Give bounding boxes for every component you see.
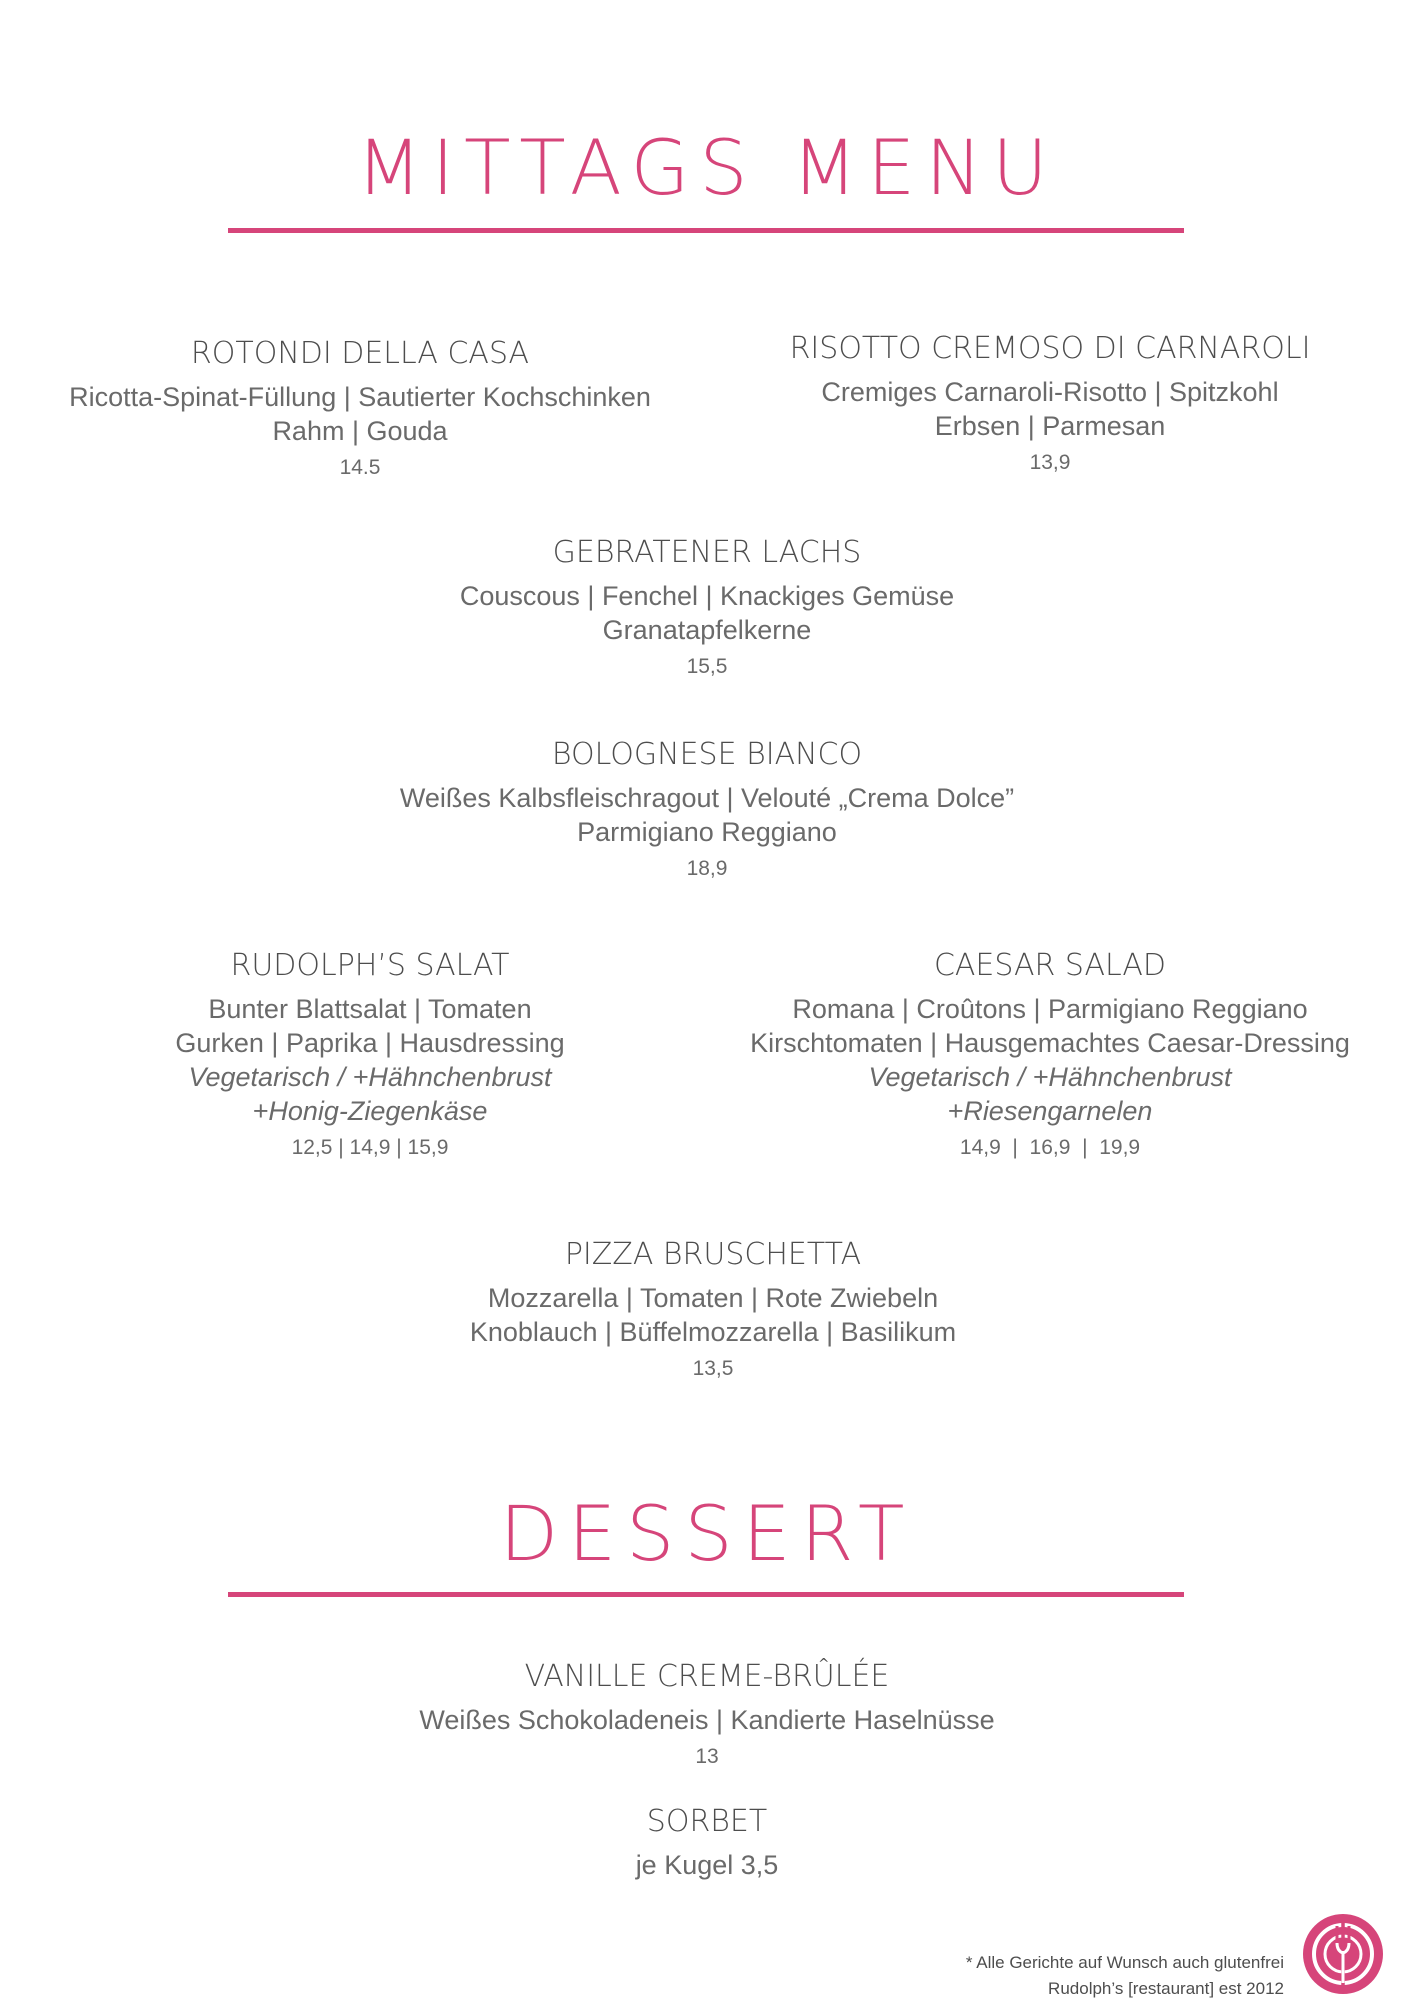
dessert-title-divider	[228, 1592, 1184, 1597]
dish-price: 15,5	[686, 655, 728, 678]
dish-lachs	[307, 533, 1107, 683]
dish-description-line: Knoblauch | Büffelmozzarella | Basilikum	[469, 1317, 957, 1347]
dish-description-line: Bunter Blattsalat | Tomaten	[208, 994, 532, 1024]
dish-price: 13,9	[1029, 451, 1071, 474]
dish-name: RISOTTO CREMOSO DI CARNAROLI	[789, 331, 1311, 366]
dish-description-line: Gurken | Paprika | Hausdressing	[175, 1028, 565, 1058]
dish-price: 13,5	[692, 1357, 734, 1380]
dish-price: 13	[695, 1745, 719, 1768]
dish-rudolphs-salat	[60, 946, 680, 1164]
dish-option-line: +Honig-Ziegenkäse	[252, 1096, 488, 1126]
dish-bolognese	[307, 735, 1107, 885]
dish-price: 12,5 | 14,9 | 15,9	[291, 1136, 449, 1159]
dish-name: GEBRATENER LACHS	[552, 535, 862, 570]
dish-description-line: Kirschtomaten | Hausgemachtes Caesar-Dressing	[750, 1028, 1350, 1058]
dish-pizza-bruschetta	[313, 1235, 1113, 1385]
fork-and-plate-icon	[1302, 1913, 1384, 1995]
dish-description-line: Weißes Kalbsfleischragout | Velouté „Crema Dolce”	[399, 783, 1015, 813]
dish-name: ROTONDI DELLA CASA	[190, 336, 530, 371]
dish-description-line: Couscous | Fenchel | Knackiges Gemüse	[459, 581, 955, 611]
dish-creme-brulee	[307, 1657, 1107, 1773]
dish-rotondi	[40, 334, 680, 484]
restaurant-logo	[1302, 1913, 1384, 1995]
dish-name: CAESAR SALAD	[933, 948, 1167, 983]
dish-name: RUDOLPH’S SALAT	[230, 948, 510, 983]
dish-description-line: Granatapfelkerne	[602, 615, 812, 645]
dish-description-line: Romana | Croûtons | Parmigiano Reggiano	[792, 994, 1308, 1024]
restaurant-signature: Rudolph’s [restaurant] est 2012	[1048, 1979, 1284, 1998]
dish-description-line: Weißes Schokoladeneis | Kandierte Haselnüsse	[419, 1705, 995, 1735]
dish-price: 14,9 | 16,9 | 19,9	[959, 1136, 1141, 1159]
dish-description-line: Ricotta-Spinat-Füllung | Sautierter Kochschinken	[69, 382, 651, 412]
dish-sorbet	[307, 1802, 1107, 1882]
dish-description-line: Rahm | Gouda	[272, 416, 448, 446]
dish-description-line: Mozzarella | Tomaten | Rote Zwiebeln	[487, 1283, 939, 1313]
dish-name: PIZZA BRUSCHETTA	[564, 1237, 862, 1272]
footer-note	[966, 1950, 1284, 2002]
dish-name: SORBET	[646, 1804, 768, 1839]
lunch-menu-title: MITTAGS MENU	[356, 123, 1058, 212]
gluten-free-note: * Alle Gerichte auf Wunsch auch glutenfrei	[965, 1953, 1284, 1972]
dish-caesar-salad	[700, 946, 1400, 1164]
dish-name: VANILLE CREME-BRÛLÉE	[524, 1659, 890, 1694]
dish-name: BOLOGNESE BIANCO	[551, 737, 863, 772]
dish-description-line: Erbsen | Parmesan	[934, 411, 1166, 441]
dish-option-line: Vegetarisch / +Hähnchenbrust	[188, 1062, 552, 1092]
dish-price: 18,9	[686, 857, 728, 880]
dish-description-line: Parmigiano Reggiano	[577, 817, 837, 847]
dish-price: 14.5	[339, 456, 381, 479]
dessert-title: DESSERT	[499, 1489, 915, 1578]
dish-description-line: je Kugel 3,5	[635, 1850, 779, 1880]
lunch-title-divider	[228, 228, 1184, 233]
dish-option-line: Vegetarisch / +Hähnchenbrust	[868, 1062, 1232, 1092]
dish-option-line: +Riesengarnelen	[947, 1096, 1153, 1126]
dish-description-line: Cremiges Carnaroli-Risotto | Spitzkohl	[821, 377, 1279, 407]
dish-risotto	[710, 329, 1390, 479]
